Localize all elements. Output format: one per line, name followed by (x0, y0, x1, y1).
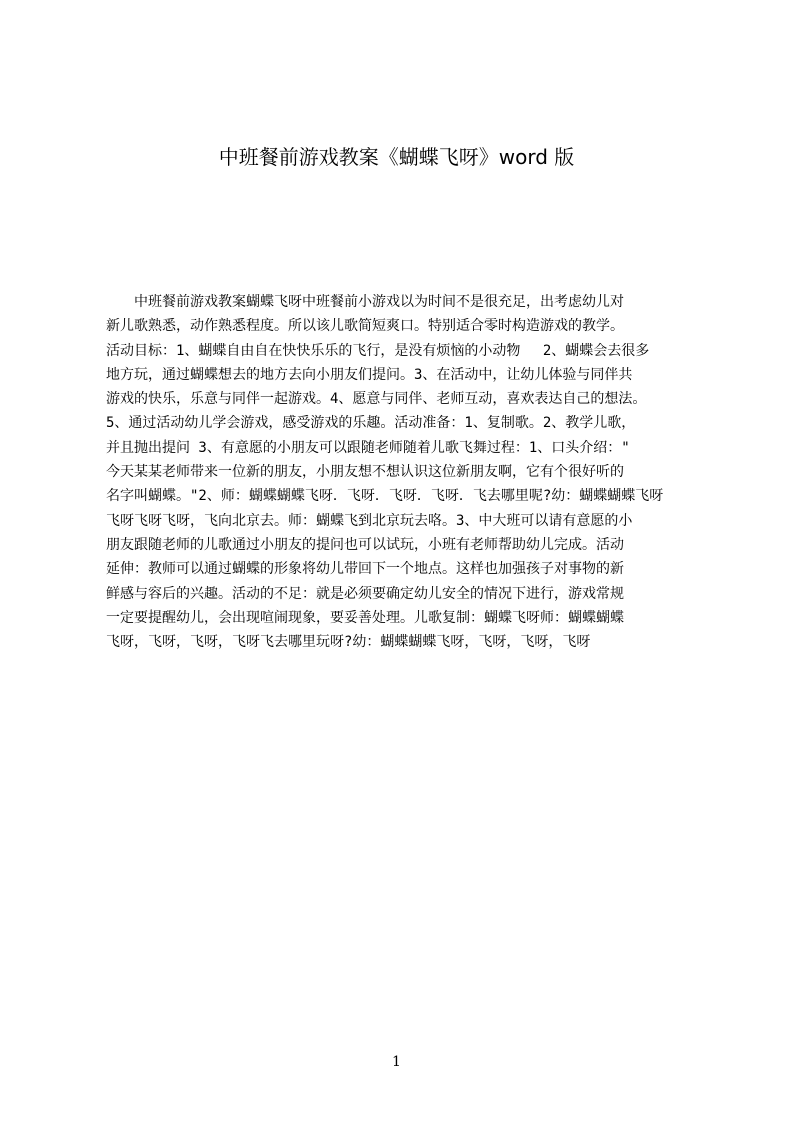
body-line: 名字叫蝴蝶。"2、师：蝴蝶蝴蝶飞呀．飞呀．飞呀．飞呀．飞去哪里呢?幼：蝴蝶蝴蝶飞呀 (106, 488, 664, 505)
body-line: 地方玩，通过蝴蝶想去的地方去向小朋友们提问。3、在活动中，让幼儿体验与同伴共 (106, 366, 633, 383)
body-line: 中班餐前游戏教案蝴蝶飞呀中班餐前小游戏以为时间不是很充足，出考虑幼儿对 (106, 294, 624, 310)
body-line: 一定要提醒幼儿，会出现喧闹现象，要妥善处理。儿歌复制：蝴蝶飞呀师：蝴蝶蝴蝶 (106, 609, 624, 626)
body-line: 活动目标：1、蝴蝶自由自在快快乐乐的飞行，是没有烦恼的小动物 2、蝴蝶会去很多 (106, 342, 650, 359)
body-paragraph (106, 290, 698, 690)
body-line: 5、通过活动幼儿学会游戏，感受游戏的乐趣。活动准备：1、复制歌。2、教学儿歌， (106, 415, 636, 432)
document-title: 中班餐前游戏教案《蝴蝶飞呀》word 版 (218, 145, 575, 169)
body-line: 今天某某老师带来一位新的朋友，小朋友想不想认识这位新朋友啊，它有个很好听的 (106, 464, 624, 481)
body-line: 延伸：教师可以通过蝴蝶的形象将幼儿带回下一个地点。这样也加强孩子对事物的新 (106, 561, 624, 578)
body-line: 鲜感与容后的兴趣。活动的不足：就是必须要确定幼儿安全的情况下进行，游戏常规 (106, 585, 624, 602)
body-line: 新儿歌熟悉，动作熟悉程度。所以该儿歌简短爽口。特别适合零时构造游戏的教学。 (106, 318, 624, 335)
page-number: 1 (392, 1054, 401, 1070)
body-line: 游戏的快乐，乐意与同伴一起游戏。4、愿意与同伴、老师互动，喜欢表达自己的想法。 (106, 391, 647, 408)
body-line: 朋友跟随老师的儿歌通过小朋友的提问也可以试玩，小班有老师帮助幼儿完成。活动 (106, 536, 624, 553)
body-line: 并且抛出提问 3、有意愿的小朋友可以跟随老师随着儿歌飞舞过程：1、口头介绍：" (106, 439, 630, 456)
body-line: 飞呀，飞呀，飞呀，飞呀飞去哪里玩呀?幼：蝴蝶蝴蝶飞呀，飞呀，飞呀，飞呀 (106, 634, 591, 651)
body-line: 飞呀飞呀飞呀，飞向北京去。师：蝴蝶飞到北京玩去咯。3、中大班可以请有意愿的小 (106, 512, 633, 529)
